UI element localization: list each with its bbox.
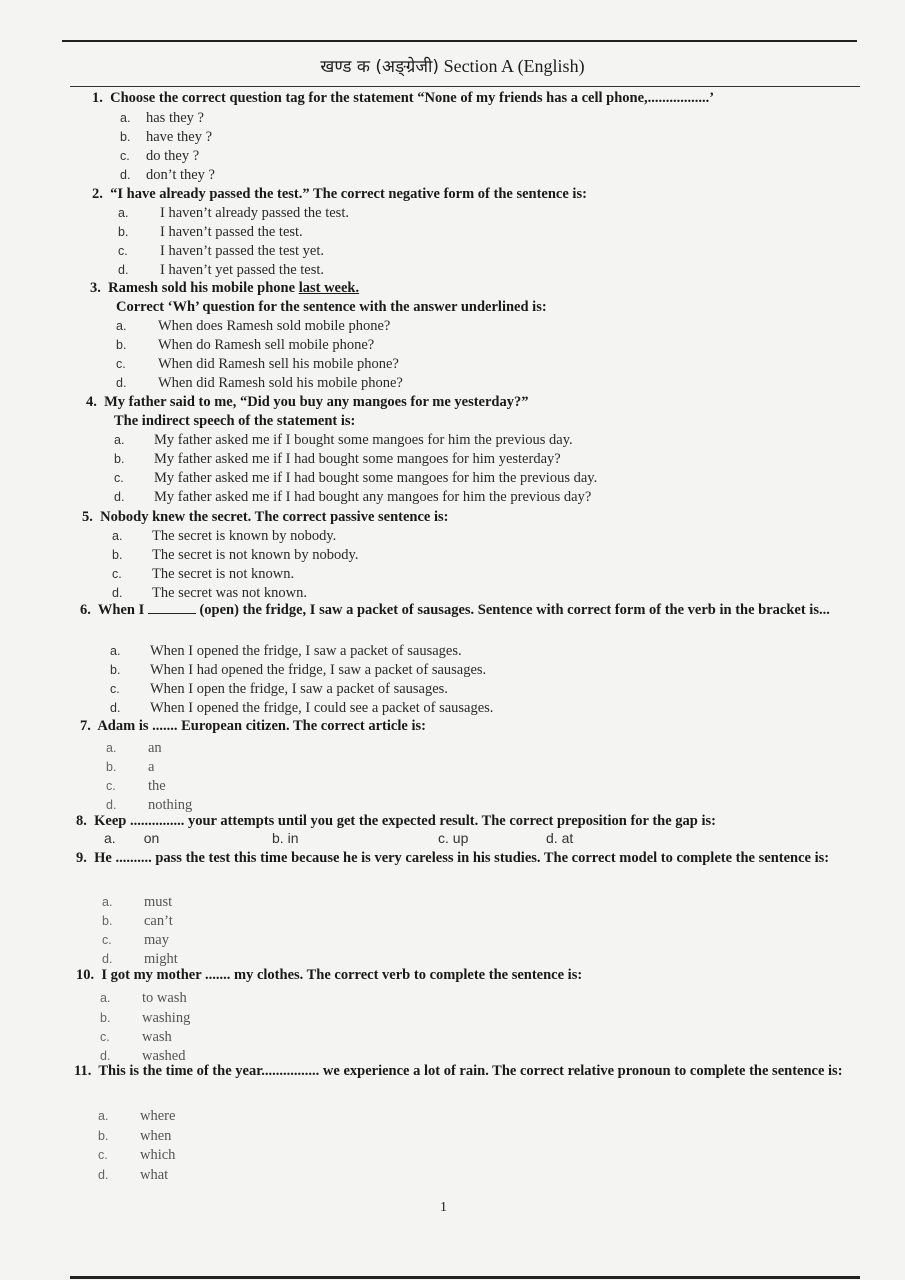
question-9: 9. He .......... pass the test this time because he is very careless in his studies. The correct model to complete the sentence is: — [76, 850, 830, 866]
fill-blank — [148, 601, 196, 614]
option-8b: b. in — [272, 830, 299, 846]
section-title-english: Section A (English) — [443, 56, 585, 76]
option-7a: a. an — [106, 740, 162, 756]
question-10: 10. I got my mother ....... my clothes. The correct verb to complete the sentence is: — [76, 967, 583, 983]
option-3b: b. When do Ramesh sell mobile phone? — [116, 337, 375, 353]
bottom-rule — [70, 1276, 860, 1279]
option-1c: c. do they ? — [120, 148, 200, 164]
top-rule — [62, 40, 857, 42]
option-3d: d. When did Ramesh sold his mobile phone? — [116, 375, 403, 391]
option-7d: d. nothing — [106, 797, 193, 813]
question-text: I got my mother ....... my clothes. The correct verb to complete the sentence is: — [101, 967, 583, 983]
option-7b: b. a — [106, 759, 155, 775]
question-text: Choose the correct question tag for the statement “None of my friends has a cell phone,.................’ — [110, 90, 715, 106]
question-2: 2. “I have already passed the test.” The correct negative form of the sentence is: — [92, 186, 587, 202]
option-4b: b. My father asked me if I had bought some mangoes for him yesterday? — [114, 451, 561, 467]
option-8c: c. up — [438, 830, 469, 846]
question-4: 4. My father said to me, “Did you buy any mangoes for me yesterday?” — [86, 394, 529, 410]
option-11d: d. what — [98, 1167, 169, 1183]
option-4c: c. My father asked me if I had bought some mangoes for him the previous day. — [114, 470, 598, 486]
option-1d: d. don’t they ? — [120, 167, 215, 183]
option-10d: d. washed — [100, 1048, 186, 1064]
question-text: “I have already passed the test.” The correct negative form of the sentence is: — [110, 186, 587, 202]
option-8d: d. at — [546, 830, 574, 846]
question-text: Adam is ....... European citizen. The correct article is: — [97, 718, 426, 734]
option-2b: b. I haven’t passed the test. — [118, 224, 303, 240]
question-3: 3. Ramesh sold his mobile phone last week. — [90, 280, 360, 296]
option-7c: c. the — [106, 778, 166, 794]
question-number: 1. — [92, 90, 103, 106]
page-number: 1 — [440, 1200, 447, 1215]
question-5: 5. Nobody knew the secret. The correct passive sentence is: — [82, 509, 449, 525]
option-10c: c. wash — [100, 1029, 172, 1045]
option-9a: a. must — [102, 894, 173, 910]
question-4-line2: The indirect speech of the statement is: — [114, 413, 356, 429]
question-text: My father said to me, “Did you buy any mangoes for me yesterday?” — [104, 394, 529, 410]
option-4a: a. My father asked me if I bought some mangoes for him the previous day. — [114, 432, 573, 448]
option-4d: d. My father asked me if I had bought any mangoes for him the previous day? — [114, 489, 592, 505]
option-6a: a. When I opened the fridge, I saw a packet of sausages. — [110, 643, 462, 659]
question-text: This is the time of the year................ we experience a lot of rain. The correct relative pronoun to complete the sentence is: — [98, 1063, 843, 1079]
option-5c: c. The secret is not known. — [112, 566, 295, 582]
option-5a: a. The secret is known by nobody. — [112, 528, 337, 544]
option-2a: a. I haven’t already passed the test. — [118, 205, 349, 221]
underlined-answer: last week. — [298, 280, 360, 296]
option-9d: d. might — [102, 951, 178, 967]
question-text: Keep ............... your attempts until you get the expected result. The correct preposition for the gap is: — [94, 813, 716, 829]
question-8: 8. Keep ............... your attempts until you get the expected result. The correct preposition for the gap is: — [76, 813, 716, 829]
question-1 — [92, 90, 714, 107]
header-rule — [70, 86, 860, 87]
option-2d: d. I haven’t yet passed the test. — [118, 262, 325, 278]
option-5d: d. The secret was not known. — [112, 585, 308, 601]
option-9c: c. may — [102, 932, 169, 948]
option-11b: b. when — [98, 1128, 172, 1144]
option-6c: c. When I open the fridge, I saw a packet of sausages. — [110, 681, 448, 697]
question-6: 6. When I (open) the fridge, I saw a packet of sausages. Sentence with correct form of the verb in the bracket is... — [80, 602, 830, 618]
option-2c: c. I haven’t passed the test yet. — [118, 243, 325, 259]
option-10b: b. washing — [100, 1010, 191, 1026]
option-8a: a. on — [104, 830, 160, 846]
question-11: 11. This is the time of the year................ we experience a lot of rain. The correct relative pronoun to complete the sentence is: — [74, 1063, 843, 1079]
question-text: He .......... pass the test this time because he is very careless in his studies. The correct model to complete the sentence is: — [94, 850, 830, 866]
question-text: Nobody knew the secret. The correct passive sentence is: — [100, 509, 449, 525]
option-9b: b. can’t — [102, 913, 173, 929]
option-3c: c. When did Ramesh sell his mobile phone? — [116, 356, 399, 372]
option-6b: b. When I had opened the fridge, I saw a packet of sausages. — [110, 662, 487, 678]
option-11c: c. which — [98, 1147, 176, 1163]
option-3a: a. When does Ramesh sold mobile phone? — [116, 318, 391, 334]
option-6d: d. When I opened the fridge, I could see a packet of sausages. — [110, 700, 494, 716]
section-title-hindi: खण्ड क (अङ्ग्रेजी) — [320, 57, 440, 77]
option-1a: a. has they ? — [120, 110, 204, 126]
option-1b: b. have they ? — [120, 129, 213, 145]
option-11a: a. where — [98, 1108, 176, 1124]
question-3-line2: Correct ‘Wh’ question for the sentence with the answer underlined is: — [116, 299, 547, 315]
question-7: 7. Adam is ....... European citizen. The correct article is: — [80, 718, 426, 734]
option-5b: b. The secret is not known by nobody. — [112, 547, 359, 563]
section-header — [0, 54, 905, 77]
option-10a: a. to wash — [100, 990, 187, 1006]
